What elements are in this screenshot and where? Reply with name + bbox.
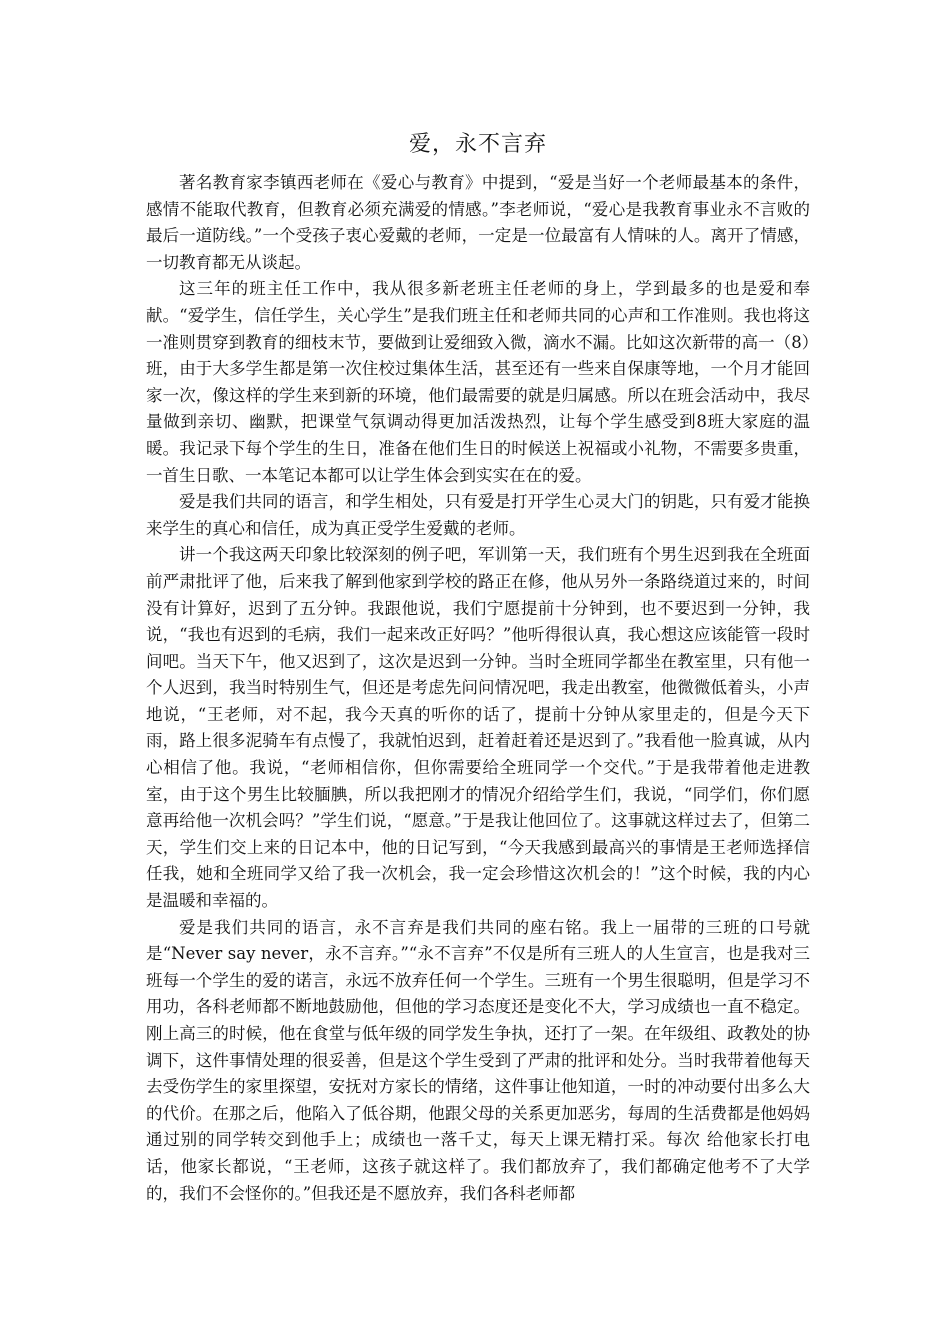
paragraph-2: 这三年的班主任工作中，我从很多新老班主任老师的身上，学到最多的也是爱和奉献。“爱学生，信任学生，关心学生”是我们班主任和老师共同的心声和工作准则。我也将这一准则贯穿到教育的细枝末节，要做到让爱细致入微，滴水不漏。比如这次新带的高一（8）班，由于大多学生都是第一次住校过集体生活，甚至还有一些来自保康等地，一个月才能回家一次，像这样的学生来到新的环境，他们最需要的就是归属感。所以在班会活动中，我尽量做到亲切、幽默，把课堂气氛调动得更加活泼热烈，让每个学生感受到8班大家庭的温暖。我记录下每个学生的生日，准备在他们生日的时候送上祝福或小礼物，不需要多贵重，一首生日歌、一本笔记本都可以让学生体会到实实在在的爱。 bbox=[146, 279, 810, 485]
paragraph-3: 爱是我们共同的语言，和学生相处，只有爱是打开学生心灵大门的钥匙，只有爱才能换来学生的真心和信任，成为真正受学生爱戴的老师。 bbox=[146, 492, 810, 538]
paragraph-4: 讲一个我这两天印象比较深刻的例子吧，军训第一天，我们班有个男生迟到我在全班面前严肃批评了他，后来我了解到他家到学校的路正在修，他从另外一条路绕道过来的，时间没有计算好，迟到了五分钟。我跟他说，我们宁愿提前十分钟到，也不要迟到一分钟，我说，“我也有迟到的毛病，我们一起来改正好吗？”他听得很认真，我心想这应该能管一段时间吧。当天下午，他又迟到了，这次是迟到一分钟。当时全班同学都坐在教室里，只有他一个人迟到，我当时特别生气，但还是考虑先问问情况吧，我走出教室，他微微低着头，小声地说，“王老师，对不起，我今天真的听你的话了，提前十分钟从家里走的，但是今天下雨，路上很多泥骑车有点慢了，我就怕迟到，赶着赶着还是迟到了。”我看他一脸真诚，从内心相信了他。我说，“老师相信你，但你需要给全班同学一个交代。”于是我带着他走进教室，由于这个男生比较腼腆，所以我把刚才的情况介绍给学生们，我说，“同学们，你们愿意再给他一次机会吗？”学生们说，“愿意。”于是我让他回位了。这事就这样过去了，但第二天，学生们交上来的日记本中，他的日记写到，“今天我感到最高兴的事情是王老师选择信任我，她和全班同学又给了我一次机会，我一定会珍惜这次机会的！”这个时候，我的内心是温暖和幸福的。 bbox=[146, 545, 810, 911]
paragraph-5: 爱是我们共同的语言，永不言弃是我们共同的座右铭。我上一届带的三班的口号就是“Never say never，永不言弃。”“永不言弃”不仅是所有三班人的人生宣言，也是我对三班每一个学生的爱的诺言，永远不放弃任何一个学生。三班有一个男生很聪明，但是学习不用功，各科老师都不断地鼓励他，但他的学习态度还是变化不大，学习成绩也一直不稳定。刚上高三的时候，他在食堂与低年级的同学发生争执，还打了一架。在年级组、政教处的协调下，这件事情处理的很妥善，但是这个学生受到了严肃的批评和处分。当时我带着他每天去受伤学生的家里探望，安抚对方家长的情绪，这件事让他知道，一时的冲动要付出多么大的代价。在那之后，他陷入了低谷期，他跟父母的关系更加恶劣，每周的生活费都是他妈妈通过别的同学转交到他手上；成绩也一落千丈，每天上课无精打采。每次 给他家长打电话，他家长都说，“王老师，这孩子就这样了。我们都放弃了，我们都确定他考不了大学的，我们不会怪你的。”但我还是不愿放弃，我们各科老师都 bbox=[146, 917, 810, 1203]
paragraph-1: 著名教育家李镇西老师在《爱心与教育》中提到，“爱是当好一个老师最基本的条件，感情不能取代教育，但教育必须充满爱的情感。”李老师说，“爱心是我教育事业永不言败的最后一道防线。”一个受孩子衷心爱戴的老师，一定是一位最富有人情味的人。离开了情感，一切教育都无从谈起。 bbox=[146, 173, 810, 272]
document-title: 爱，永不言弃 bbox=[408, 132, 547, 157]
document-page bbox=[146, 128, 810, 1207]
